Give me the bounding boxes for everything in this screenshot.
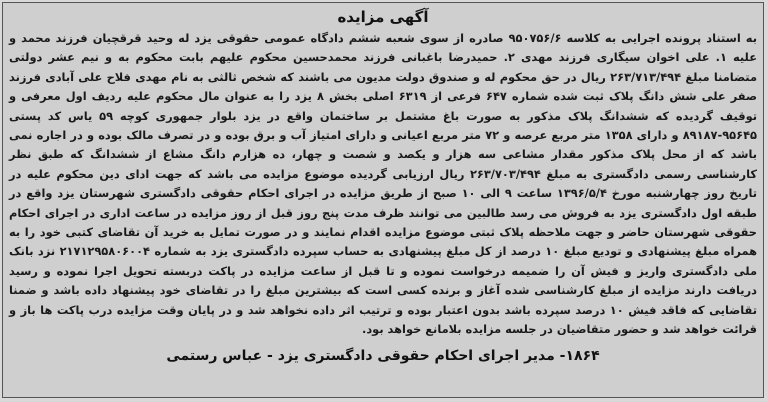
notice-frame [2, 2, 764, 398]
notice-body: به استناد پرونده اجرایی به کلاسه ۹۵۰۷۵۶/۶ صادره از سوی شعبه ششم دادگاه عمومی حقوقی یزد له وحید قرقچیان فرزند محمد و علیه ۱. علی اخوان سیگاری فرزند مهدی ۲. حمیدرضا باغبانی فرزند محمدحسین محکوم علیهم بابت محکوم به و نیم عشر دولتی متضامنا مبلغ ۲۶۳/۷۱۳/۴۹۴ ریال در حق محکوم له و صندوق دولت مدیون می باشند که شخص ثالثی به نام مهدی فلاح علی آبادی فرزند صفر علی شش دانگ پلاک ثبت شده شماره ۶۴۷ فرعی از ۶۳۱۹ اصلی بخش ۸ یزد را به عنوان مال محکوم علیه ردیف اول معرفی و توقیف گردیده که ششدانگ پلاک مذکور به صورت باغ مشتمل بر ساختمان واقع در یزد بلوار جمهوری کوچه ۵۹ یاس کد پستی ۹۵۶۴۵-۸۹۱۸۷ و دارای ۱۳۵۸ متر مربع عرصه و ۷۲ متر مربع اعیانی و دارای امتیاز آب و برق بوده و در تصرف مالک بوده و در اجاره نمی باشد که از محل پلاک مذکور مقدار مشاعی سه هزار و یکصد و شصت و چهار، ده هزارم دانگ مشاع از ششدانگ که طبق نظر کارشناسی رسمی دادگستری به مبلغ ۲۶۳/۷۰۳/۴۹۴ ریال ارزیابی گردیده موضوع مزایده می باشد که جهت ادای دین محکوم علیه در تاریخ روز چهارشنبه مورخ ۱۳۹۶/۵/۴ ساعت ۹ الی ۱۰ صبح از طریق مزایده در اجرای احکام حقوقی دادگستری شهرستان یزد واقع در طبقه اول دادگستری یزد به فروش می رسد طالبین می توانند ظرف مدت پنج روز قبل از روز مزایده در ساعت اداری در اجرای احکام حقوقی شهرستان حاضر و جهت ملاحظه پلاک ثبتی موضوع مزایده اقدام نمایند و در صورت تمایل به خرید آن تقاضای کتبی خود را به همراه مبلغ پیشنهادی و تودیع مبلغ ۱۰ درصد از کل مبلغ پیشنهادی به حساب سپرده دادگستری یزد به شماره ۲۱۷۱۲۹۵۸۰۶۰۰۴ نزد بانک ملی دادگستری واریز و فیش آن را ضمیمه درخواست نموده و تا قبل از ساعت مزایده در پاکت دربسته تحویل اجرا نموده و رسید دریافت دارند مزایده از مبلغ کارشناسی شده آغاز و برنده کسی است که بیشترین مبلغ را در تقاضای خود پیشنهاد داده باشد و ضمنا تقاضایی که فاقد فیش ۱۰ درصد سپرده باشد بدون اعتبار بوده و ترتیب اثر داده نخواهد شد و در پایان وقت مزایده درب پاکت ها باز و قرائت خواهد شد و حضور متقاضیان در جلسه مزایده بلامانع خواهد بود. [9, 31, 758, 337]
notice-content [9, 7, 757, 393]
notice-footer-signature: ۱۸۶۴- مدیر اجرای احکام حقوقی دادگستری یزد - عباس رستمی [166, 347, 600, 364]
notice-title: آگهی مزایده [337, 8, 429, 26]
